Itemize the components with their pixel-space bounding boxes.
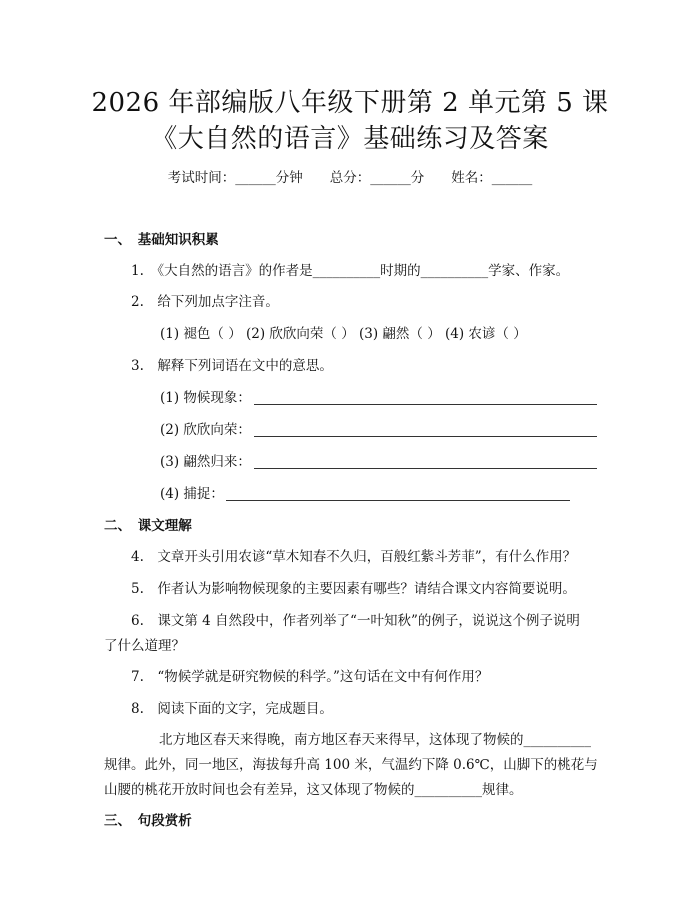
document-title-line2: 《大自然的语言》基础练习及答案 [151,124,549,154]
answer-line-4 [226,500,570,501]
section-2-heading: 二、 课文理解 [104,518,192,534]
question-8: 8. 阅读下面的文字，完成题目。 [131,701,333,717]
exam-info: 考试时间：______分钟 总分：______分 姓名：______ [167,170,533,186]
question-3-item-2: (2) 欣欣向荣： [160,422,251,438]
question-6-line-2: 了什么道理？ [104,638,185,654]
question-5: 5. 作者认为影响物候现象的主要因素有哪些？请结合课文内容简要说明。 [131,581,576,597]
question-3-item-3: (3) 翩然归来： [160,454,251,470]
question-6-line-1: 6. 课文第 4 自然段中，作者列举了“一叶知秋”的例子，说说这个例子说明 [131,613,580,629]
answer-line-1 [254,404,597,405]
answer-line-3 [254,468,597,469]
question-2: 2. 给下列加点字注音。 [131,294,279,310]
passage-line-1: 北方地区春天来得晚，南方地区春天来得早，这体现了物候的__________ [159,732,591,748]
answer-line-2 [254,436,597,437]
section-1-heading: 一、 基础知识积累 [104,232,219,248]
passage-line-3: 山腰的桃花开放时间也会有差异，这又体现了物候的__________规律。 [104,782,523,798]
question-4: 4. 文章开头引用农谚“草木知春不久归，百般红紫斗芳菲”，有什么作用？ [131,549,577,565]
passage-line-2: 规律。此外，同一地区，海拔每升高 100 米，气温约下降 0.6℃，山脚下的桃花与 [104,757,598,773]
section-3-heading: 三、 句段赏析 [104,813,192,829]
document-title-line1: 2026 年部编版八年级下册第 2 单元第 5 课 [91,88,609,118]
question-3: 3. 解释下列词语在文中的意思。 [131,358,333,374]
question-7: 7. “物候学就是研究物候的科学。”这句话在文中有何作用？ [131,669,489,685]
question-1: 1. 《大自然的语言》的作者是__________时期的__________学家、作家。 [131,263,570,279]
question-3-item-1: (1) 物候现象： [160,390,251,406]
question-3-item-4: (4) 捕捉： [160,486,224,502]
question-2-items: (1) 褪色（ ） (2) 欣欣向荣（ ） (3) 翩然（ ） (4) 农谚（ ） [160,326,527,342]
